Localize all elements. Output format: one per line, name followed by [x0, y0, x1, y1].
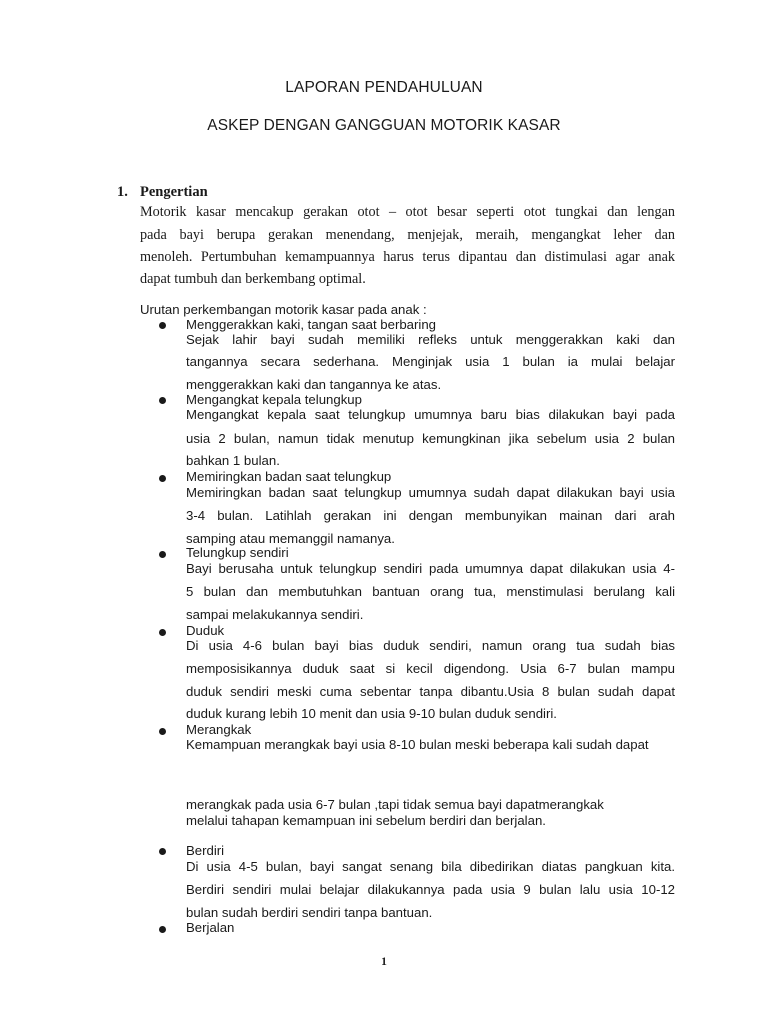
list-item-heading: Menggerakkan kaki, tangan saat berbaring — [186, 317, 436, 332]
list-item-text: Kemampuan merangkak bayi usia 8-10 bulan meski beberapa kali sudah dapat — [186, 737, 649, 752]
list-item-text: bahkan 1 bulan. — [186, 453, 280, 468]
list-item-text: Mengangkat kepala saat telungkup umumnya baru bias dilakukan bayi pada — [186, 407, 675, 422]
list-item-text: melalui tahapan kemampuan ini sebelum berdiri dan berjalan. — [186, 813, 546, 828]
section-number: 1. — [117, 184, 128, 200]
list-item-heading: Berdiri — [186, 843, 225, 858]
list-item-text: 5 bulan dan membutuhkan bantuan orang tua, menstimulasi berulang kali — [186, 584, 675, 599]
list-item-text: bulan sudah berdiri sendiri tanpa bantuan. — [186, 905, 433, 920]
list-item-text: 3-4 bulan. Latihlah gerakan ini dengan membunyikan mainan dari arah — [186, 508, 675, 523]
list-item-text: Sejak lahir bayi sudah memiliki refleks untuk menggerakkan kaki dan — [186, 332, 675, 347]
list-item-text: sampai melakukannya sendiri. — [186, 607, 364, 622]
list-item-text: duduk kurang lebih 10 menit dan usia 9-10 bulan duduk sendiri. — [186, 706, 557, 721]
bullet-icon — [159, 322, 166, 329]
document-subtitle: ASKEP DENGAN GANGGUAN MOTORIK KASAR — [207, 117, 561, 134]
list-item-text: samping atau memanggil namanya. — [186, 531, 395, 546]
paragraph-line: pada bayi berupa gerakan menendang, menjejak, meraih, mengangkat leher dan — [140, 227, 675, 243]
paragraph-line: dapat tumbuh dan berkembang optimal. — [140, 271, 366, 287]
list-item-text: menggerakkan kaki dan tangannya ke atas. — [186, 377, 442, 392]
list-item-heading: Memiringkan badan saat telungkup — [186, 469, 392, 484]
list-item-heading: Duduk — [186, 623, 225, 638]
list-intro: Urutan perkembangan motorik kasar pada anak : — [140, 302, 427, 317]
list-item-text: memposisikannya duduk saat si kecil digendong. Usia 6-7 bulan mampu — [186, 661, 675, 676]
bullet-icon — [159, 629, 166, 636]
list-item-text: duduk sendiri meski cuma sebentar tanpa dibantu.Usia 8 bulan sudah dapat — [186, 684, 675, 699]
list-item-text: tangannya secara sederhana. Menginjak usia 1 bulan ia mulai belajar — [186, 354, 675, 369]
list-item-text: Di usia 4-6 bulan bayi bias duduk sendiri, namun orang tua sudah bias — [186, 638, 675, 653]
list-item-text: usia 2 bulan, namun tidak menutup kemungkinan jika sebelum usia 2 bulan — [186, 431, 675, 446]
list-item-text: Di usia 4-5 bulan, bayi sangat senang bila dibedirikan diatas pangkuan kita. — [186, 859, 675, 874]
section-title: Pengertian — [140, 184, 208, 200]
bullet-icon — [159, 551, 166, 558]
bullet-icon — [159, 728, 166, 735]
list-item-text: Memiringkan badan saat telungkup umumnya sudah dapat dilakukan bayi usia — [186, 485, 675, 500]
paragraph-line: menoleh. Pertumbuhan kemampuannya harus terus dipantau dan distimulasi agar anak — [140, 249, 675, 265]
bullet-icon — [159, 397, 166, 404]
list-item-heading: Berjalan — [186, 920, 235, 935]
bullet-icon — [159, 848, 166, 855]
list-item-heading: Mengangkat kepala telungkup — [186, 392, 362, 407]
document-title: LAPORAN PENDAHULUAN — [285, 79, 483, 96]
paragraph-line: Motorik kasar mencakup gerakan otot – otot besar seperti otot tungkai dan lengan — [140, 204, 675, 220]
bullet-icon — [159, 926, 166, 933]
page-number: 1 — [381, 956, 387, 968]
list-item-text: merangkak pada usia 6-7 bulan ,tapi tidak semua bayi dapatmerangkak — [186, 797, 604, 812]
list-item-text: Bayi berusaha untuk telungkup sendiri pada umumnya dapat dilakukan usia 4- — [186, 561, 675, 576]
list-item-heading: Telungkup sendiri — [186, 545, 289, 560]
list-item-text: Berdiri sendiri mulai belajar dilakukannya pada usia 9 bulan lalu usia 10-12 — [186, 882, 675, 897]
list-item-heading: Merangkak — [186, 722, 252, 737]
bullet-icon — [159, 475, 166, 482]
